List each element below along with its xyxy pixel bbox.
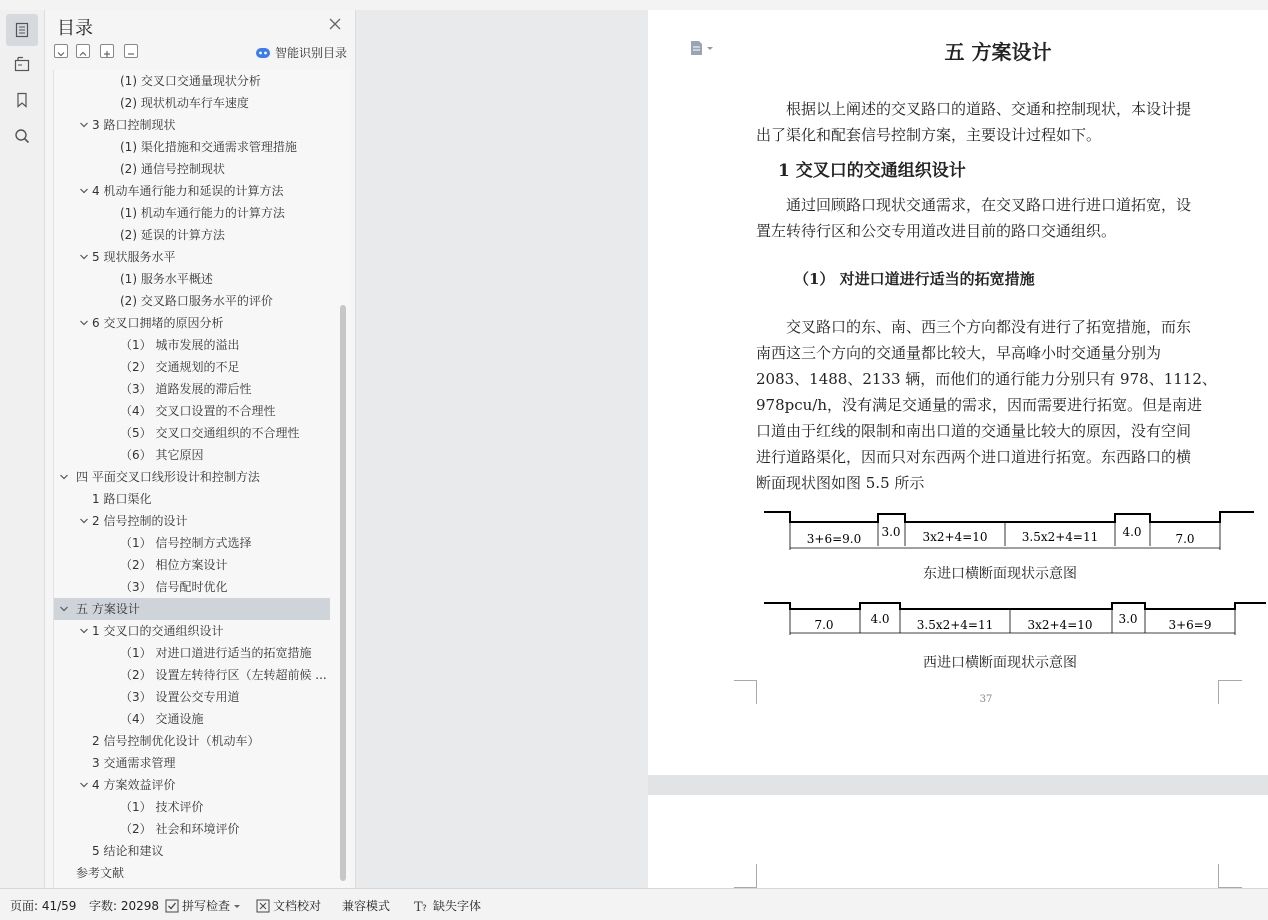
svg-text:T: T	[414, 899, 423, 913]
para3-line: 南西这三个方向的交通量都比较大，早高峰小时交通量分别为	[756, 344, 1162, 362]
toc-item[interactable]	[54, 378, 330, 400]
west-cross-section-figure	[760, 593, 1268, 643]
toc-item[interactable]	[54, 356, 330, 378]
toc-list	[53, 70, 350, 888]
para3-line: 口道由于红线的限制和南出口道的交通量比较大的原因，没有空间	[756, 422, 1192, 440]
toc-item-label: (1) 机动车通行能力的计算方法	[120, 206, 285, 220]
toc-item[interactable]	[54, 598, 330, 620]
toc-item-label: （3） 信号配时优化	[120, 580, 228, 594]
para2-line: 置左转待行区和公交专用道改进目前的路口交通组织。	[756, 222, 1117, 240]
toc-item[interactable]	[54, 92, 330, 114]
para3-line: 进行道路渠化，因而只对东西两个进口道进行拓宽。东西路口的横	[756, 448, 1192, 466]
word-count[interactable]: 字数: 20298	[89, 899, 160, 913]
toc-item-label: (2) 现状机动车行车速度	[120, 96, 249, 110]
toc-item[interactable]	[54, 554, 330, 576]
spell-check-button[interactable]	[165, 897, 241, 914]
toc-item[interactable]	[54, 488, 330, 510]
chevron-down-icon[interactable]	[79, 114, 89, 136]
paragraph-2	[756, 192, 1224, 244]
toc-item[interactable]	[54, 136, 330, 158]
paragraph-3	[756, 314, 1224, 496]
toc-panel-button[interactable]	[6, 14, 38, 46]
toc-item[interactable]	[54, 312, 330, 334]
para3-line: 978pcu/h，没有满足交通量的需求，因而需要进行拓宽。但是南进	[756, 396, 1203, 414]
crop-mark	[734, 864, 758, 888]
smart-recognize-toc-button[interactable]	[255, 44, 347, 61]
search-panel-button[interactable]	[6, 120, 38, 152]
section-heading: 五 方案设计	[944, 40, 1052, 64]
toc-item[interactable]	[54, 818, 330, 840]
toc-item-label: (1) 渠化措施和交通需求管理措施	[120, 140, 297, 154]
document-outline-icon	[14, 22, 30, 38]
chevron-down-icon[interactable]	[79, 312, 89, 334]
toc-item[interactable]	[54, 114, 330, 136]
east-cross-section-figure	[760, 502, 1260, 552]
toc-item[interactable]	[54, 246, 330, 268]
page-gap	[648, 775, 1268, 795]
toc-item-label: （2） 设置左转待行区（左转超前候 ...	[120, 668, 327, 682]
west-figure-caption: 西进口横断面现状示意图	[923, 655, 1077, 671]
crop-mark	[1218, 864, 1242, 888]
chevron-down-icon[interactable]	[59, 466, 69, 488]
east-dim-label: 3.5x2+4=11	[1021, 530, 1099, 544]
missing-font-label: 缺失字体	[433, 899, 482, 913]
toc-item[interactable]	[54, 202, 330, 224]
toc-item[interactable]	[54, 664, 330, 686]
collapse-all-button[interactable]	[76, 44, 90, 58]
toc-item[interactable]	[54, 752, 330, 774]
toc-item[interactable]	[54, 708, 330, 730]
toc-item-label: 4 方案效益评价	[92, 778, 176, 792]
toc-item-label: (2) 交叉路口服务水平的评价	[120, 294, 273, 308]
bookmark-icon	[15, 92, 29, 108]
toc-item-label: （6） 其它原因	[120, 448, 204, 462]
document-page	[648, 10, 1268, 775]
east-dim-label: 7.0	[1175, 532, 1195, 546]
missing-font-icon	[414, 899, 430, 913]
toc-title: 目录	[57, 18, 93, 39]
east-dim-label: 3+6=9.0	[806, 532, 862, 546]
proofread-button[interactable]	[256, 897, 321, 914]
next-document-page	[648, 795, 1268, 888]
compat-mode-label: 兼容模式	[342, 899, 391, 913]
toc-item[interactable]	[54, 466, 330, 488]
toc-item[interactable]	[54, 444, 330, 466]
toc-item-label: (2) 通信号控制现状	[120, 162, 225, 176]
para2-line: 通过回顾路口现状交通需求，在交叉路口进行进口道拓宽，设	[786, 196, 1192, 214]
para3-line: 断面现状图如图 5.5 所示	[756, 474, 925, 492]
toc-item[interactable]	[54, 290, 330, 312]
toc-item[interactable]	[54, 268, 330, 290]
navigation-panel-button[interactable]	[6, 48, 38, 80]
toc-item-label: （1） 技术评价	[120, 800, 204, 814]
toc-item[interactable]	[54, 158, 330, 180]
toc-item-label: 3 路口控制现状	[92, 118, 176, 132]
west-dim-label: 3+6=9	[1168, 618, 1212, 632]
toc-item-label: 4 机动车通行能力和延误的计算方法	[92, 184, 284, 198]
toc-item-label: (1) 交叉口交通量现状分析	[120, 74, 261, 88]
toc-item[interactable]	[54, 532, 330, 554]
toc-item[interactable]	[54, 620, 330, 642]
search-icon	[14, 128, 30, 144]
checkbox-check-icon	[165, 899, 179, 913]
toc-item[interactable]	[54, 774, 330, 796]
status-bar	[0, 888, 1268, 920]
toc-item-label: （4） 交通设施	[120, 712, 204, 726]
west-dim-label: 3.5x2+4=11	[916, 618, 994, 632]
west-dim-label: 4.0	[870, 612, 890, 626]
toc-item-label: （5） 交叉口交通组织的不合理性	[120, 426, 300, 440]
page-counter[interactable]: 页面: 41/59	[10, 899, 77, 913]
toc-item-label: （3） 设置公交专用道	[120, 690, 240, 704]
para1-line: 根据以上阐述的交叉路口的道路、交通和控制现状，本设计提	[786, 100, 1192, 118]
page-number: 37	[979, 694, 993, 705]
chevron-down-icon[interactable]	[79, 620, 89, 642]
expand-all-button[interactable]	[54, 44, 68, 58]
toc-item-label: 5 现状服务水平	[92, 250, 176, 264]
chevron-down-icon[interactable]	[59, 598, 69, 620]
chevron-down-icon[interactable]	[79, 774, 89, 796]
subsection-heading: 1 交叉口的交通组织设计	[778, 161, 966, 181]
missing-font-button[interactable]	[414, 897, 481, 914]
chevron-down-icon[interactable]	[79, 510, 89, 532]
toc-item-label: （2） 相位方案设计	[120, 558, 228, 572]
left-icon-bar	[0, 10, 45, 888]
toc-item-label: （1） 信号控制方式选择	[120, 536, 252, 550]
add-heading-button[interactable]	[100, 44, 114, 58]
toc-scrollbar[interactable]	[340, 305, 346, 881]
toc-item-label: （2） 社会和环境评价	[120, 822, 240, 836]
east-figure-caption: 东进口横断面现状示意图	[923, 566, 1077, 582]
toc-item-label: （3） 道路发展的滞后性	[120, 382, 252, 396]
toc-item[interactable]	[54, 840, 330, 862]
toc-item[interactable]	[54, 576, 330, 598]
proofread-icon	[256, 899, 270, 913]
east-dim-label: 3x2+4=10	[922, 530, 988, 544]
sub-subsection-heading: （1） 对进口道进行适当的拓宽措施	[794, 270, 1035, 288]
toc-item-label: 参考文献	[76, 866, 125, 880]
toc-item-label: 1 交叉口的交通组织设计	[92, 624, 224, 638]
toc-item-label: (2) 延误的计算方法	[120, 228, 225, 242]
toc-item[interactable]	[54, 400, 330, 422]
workspace-background	[356, 10, 648, 888]
toc-panel	[45, 10, 356, 888]
chevron-down-icon[interactable]	[79, 180, 89, 202]
toc-item[interactable]	[54, 70, 330, 92]
toc-item-label: 2 信号控制优化设计（机动车）	[92, 734, 260, 748]
toc-item[interactable]	[54, 224, 330, 246]
toc-item-label: 6 交叉口拥堵的原因分析	[92, 316, 224, 330]
toc-item-label: （4） 交叉口设置的不合理性	[120, 404, 276, 418]
folder-tree-icon	[13, 56, 31, 72]
toc-item[interactable]	[54, 510, 330, 532]
smart-recognize-label: 智能识别目录	[275, 46, 348, 60]
toc-item[interactable]	[54, 642, 330, 664]
remove-heading-button[interactable]	[124, 44, 138, 58]
chevron-down-icon	[55, 48, 67, 60]
toc-item-label: 1 路口渠化	[92, 492, 152, 506]
toc-item-label: （1） 对进口道进行适当的拓宽措施	[120, 646, 312, 660]
proofread-label: 文档校对	[273, 899, 322, 913]
close-toc-button[interactable]	[327, 16, 343, 32]
toc-item[interactable]	[54, 796, 330, 818]
para1-line: 出了渠化和配套信号控制方案，主要设计过程如下。	[756, 126, 1102, 144]
east-dim-label: 3.0	[881, 525, 901, 539]
east-dim-label: 4.0	[1122, 525, 1142, 539]
chevron-up-icon	[77, 48, 89, 60]
toc-item[interactable]	[54, 862, 330, 884]
west-dim-label: 7.0	[814, 618, 834, 632]
toc-item[interactable]	[54, 686, 330, 708]
ai-robot-icon	[255, 47, 271, 59]
svg-text:?: ?	[422, 903, 427, 913]
toc-item[interactable]	[54, 730, 330, 752]
toc-item-label: （1） 城市发展的溢出	[120, 338, 240, 352]
plus-icon	[101, 48, 113, 60]
toc-item-label: 五 方案设计	[76, 602, 140, 616]
para3-line: 交叉路口的东、南、西三个方向都没有进行了拓宽措施，而东	[786, 318, 1192, 336]
toc-item-label: 3 交通需求管理	[92, 756, 176, 770]
toc-item[interactable]	[54, 422, 330, 444]
toc-item[interactable]	[54, 334, 330, 356]
toc-item-label: 四 平面交叉口线形设计和控制方法	[76, 470, 260, 484]
chevron-down-icon[interactable]	[79, 246, 89, 268]
west-dim-label: 3.0	[1118, 612, 1138, 626]
west-dim-label: 3x2+4=10	[1027, 618, 1093, 632]
toc-item-label: 2 信号控制的设计	[92, 514, 188, 528]
paragraph-1	[756, 96, 1224, 148]
close-icon	[327, 16, 343, 32]
toc-item-label: （2） 交通规划的不足	[120, 360, 240, 374]
bookmark-panel-button[interactable]	[6, 84, 38, 116]
toc-item-label: 5 结论和建议	[92, 844, 164, 858]
minus-icon	[125, 48, 137, 60]
caret-down-icon	[233, 902, 241, 910]
para3-line: 2083、1488、2133 辆，而他们的通行能力分别只有 978、1112、	[756, 370, 1217, 388]
toc-item-label: (1) 服务水平概述	[120, 272, 213, 286]
toc-item[interactable]	[54, 180, 330, 202]
spell-check-label: 拼写检查	[182, 899, 231, 913]
